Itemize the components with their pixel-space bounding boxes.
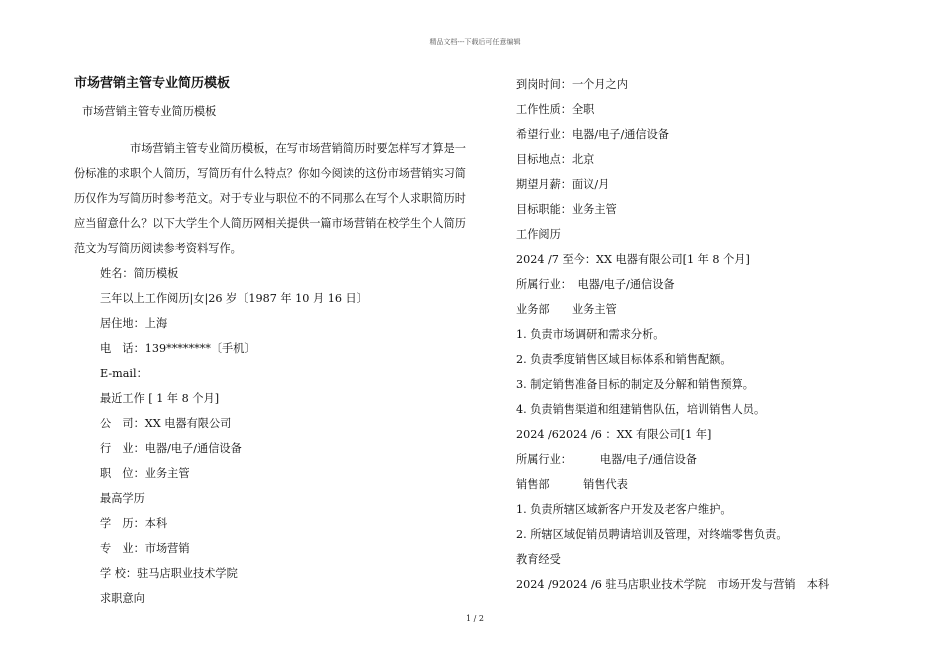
section-heading: 最高学历 [100,492,145,505]
resume-line: 最近工作 [ 1 年 8 个月] [100,392,220,405]
resume-line: 2024 /62024 /6 ：XX 有限公司[1 年] [516,428,712,441]
document-title: 市场营销主管专业简历模板 [74,76,231,91]
resume-line: 希望行业：电器/电子/通信设备 [516,128,669,141]
header-note: 精品文档---下载后可任意编辑 [429,38,521,46]
resume-line: 2024 /92024 /6 驻马店职业技术学院 市场开发与营销 本科 [516,578,830,591]
resume-line: 目标职能：业务主管 [516,203,617,216]
resume-line: 所属行业： 电器/电子/通信设备 [516,453,697,466]
resume-line: 居住地：上海 [100,317,168,330]
resume-line: 姓名：简历模板 [100,267,179,280]
list-item: 3. 制定销售准备目标的制定及分解和销售预算。 [516,378,754,391]
document-subtitle: 市场营销主管专业简历模板 [82,105,217,118]
resume-line: 公 司：XX 电器有限公司 [100,417,232,430]
resume-line: 行 业：电器/电子/通信设备 [100,442,242,455]
resume-line: 2024 /7 至今：XX 电器有限公司[1 年 8 个月] [516,253,750,266]
resume-line: 所属行业： 电器/电子/通信设备 [516,278,675,291]
resume-line: 专 业：市场营销 [100,542,190,555]
section-heading: 求职意向 [100,592,145,605]
resume-line: 职 位：业务主管 [100,467,190,480]
resume-line: 学 历：本科 [100,517,168,530]
resume-line: 销售部 销售代表 [516,478,628,491]
resume-line: 期望月薪：面议/月 [516,178,610,191]
intro-paragraph: 市场营销主管专业简历模板，在写市场营销简历时要怎样写才算是一份标准的求职个人简历，写简历有什么特点？你如今阅读的这份市场营销实习简历仅作为写简历时参考范文。对于专业与职位不的不同那么在写个人求职简历时应当留意什么？以下大学生个人简历网相关提供一篇市场营销在校学生个人简历范文为写简历阅读参考资料写作。 [74,142,466,255]
left-column [74,74,466,615]
section-heading: 教育经受 [516,553,561,566]
resume-line: 电 话：139********〔手机〕 [100,342,256,355]
resume-line: 学 校：驻马店职业技术学院 [100,567,238,580]
list-item: 1. 负责所辖区域新客户开发及老客户维护。 [516,503,732,516]
resume-line: E-mail： [100,367,148,380]
resume-line: 到岗时间：一个月之内 [516,78,628,91]
right-column [516,76,896,601]
page-number: 1 / 2 [466,614,484,623]
resume-line: 工作性质：全职 [516,103,595,116]
section-heading: 工作阅历 [516,228,561,241]
list-item: 1. 负责市场调研和需求分析。 [516,328,665,341]
resume-line: 目标地点：北京 [516,153,595,166]
list-item: 2. 所辖区域促销员聘请培训及管理，对终端零售负责。 [516,528,788,541]
resume-line: 三年以上工作阅历|女|26 岁〔1987 年 10 月 16 日〕 [100,292,368,305]
list-item: 2. 负责季度销售区域目标体系和销售配额。 [516,353,732,366]
resume-line: 业务部 业务主管 [516,303,617,316]
list-item: 4. 负责销售渠道和组建销售队伍，培训销售人员。 [516,403,766,416]
